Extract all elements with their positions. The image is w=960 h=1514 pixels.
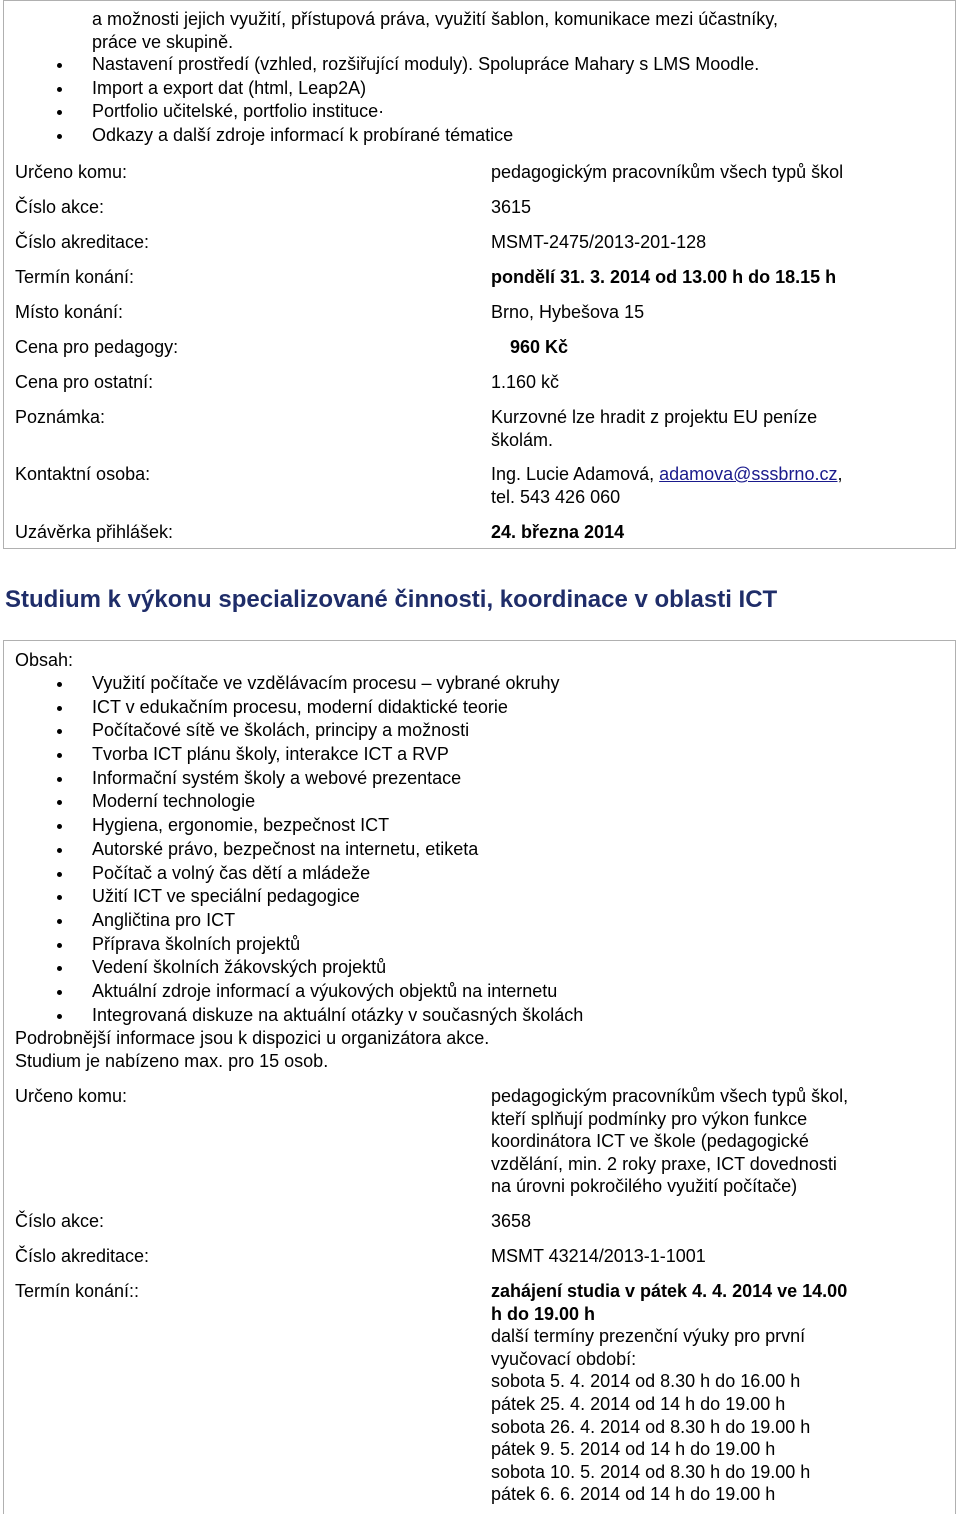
list-item: ICT v edukačním procesu, moderní didaktické teorie: [55, 696, 583, 720]
bullet-icon: [57, 824, 62, 829]
kontakt-comma: ,: [837, 464, 843, 484]
list-item: Využití počítače ve vzdělávacím procesu – vybrané okruhy: [55, 672, 583, 696]
urceno-line: kteří splňují podmínky pro výkon funkce: [491, 1108, 808, 1129]
obsah-label: Obsah:: [15, 650, 74, 670]
cislo-akce-value-2: 3658: [491, 1211, 532, 1231]
intro-text-line-1: a možnosti jejich využití, přístupová práva, využití šablon, komunikace mezi účastníky,: [92, 9, 778, 29]
termin-start-line-1: zahájení studia v pátek 4. 4. 2014 ve 14.00: [491, 1281, 848, 1301]
misto-label: Místo konání:: [15, 302, 124, 322]
termin-line: pátek 6. 6. 2014 od 14 h do 19.00 h: [491, 1484, 776, 1505]
section-heading: Studium k výkonu specializované činnosti, koordinace v oblasti ICT: [5, 586, 778, 613]
cislo-akce-value: 3615: [491, 197, 532, 217]
bullet-icon: [57, 87, 62, 92]
bullet-icon: [57, 1014, 62, 1019]
urceno-line: vzdělání, min. 2 roky praxe, ICT dovednosti: [491, 1153, 837, 1174]
list-item: Užití ICT ve speciální pedagogice: [55, 885, 583, 909]
list-item: Integrovaná diskuze na aktuální otázky v současných školách: [55, 1004, 583, 1028]
bullet-icon: [57, 943, 62, 948]
cislo-akce-label-2: Číslo akce:: [15, 1211, 105, 1231]
akreditace-value-2: MSMT 43214/2013-1-1001: [491, 1246, 706, 1266]
poznamka-value-line-1: Kurzovné lze hradit z projektu EU peníze: [491, 407, 818, 427]
kontakt-tel: tel. 543 426 060: [491, 487, 621, 507]
course1-bullet-list: [55, 53, 759, 148]
poznamka-value-line-2: školám.: [491, 430, 554, 450]
termin-label: Termín konání:: [15, 267, 135, 287]
list-item: Odkazy a další zdroje informací k probírané tématice: [55, 124, 759, 148]
cena-ostatni-value: 1.160 kč: [491, 372, 560, 392]
uzaverka-value: 24. března 2014: [491, 522, 625, 542]
list-item: Autorské právo, bezpečnost na internetu, etiketa: [55, 838, 583, 862]
bullet-icon: [57, 63, 62, 68]
kontakt-email-link[interactable]: adamova@sssbrno.cz: [659, 464, 838, 484]
urceno-line: pedagogickým pracovníkům všech typů škol,: [491, 1086, 849, 1106]
termin-line: pátek 9. 5. 2014 od 14 h do 19.00 h: [491, 1439, 776, 1460]
termin-line: vyučovací období:: [491, 1348, 637, 1369]
kontakt-name: Ing. Lucie Adamová,: [491, 464, 660, 484]
termin-line: sobota 5. 4. 2014 od 8.30 h do 16.00 h: [491, 1371, 801, 1392]
termin-line: pátek 25. 4. 2014 od 14 h do 19.00 h: [491, 1393, 786, 1414]
akreditace-label-2: Číslo akreditace:: [15, 1246, 150, 1266]
bullet-icon: [57, 110, 62, 115]
bullet-icon: [57, 682, 62, 687]
kontakt-value: [491, 463, 842, 486]
akreditace-value: MSMT-2475/2013-201-128: [491, 232, 707, 252]
list-item: Tvorba ICT plánu školy, interakce ICT a RVP: [55, 743, 583, 767]
list-item: Počítač a volný čas dětí a mládeže: [55, 862, 583, 886]
termin-line: sobota 10. 5. 2014 od 8.30 h do 19.00 h: [491, 1461, 811, 1482]
list-item: Import a export dat (html, Leap2A): [55, 77, 759, 101]
bullet-icon: [57, 134, 62, 139]
bullet-icon: [57, 777, 62, 782]
info-line-2: Studium je nabízeno max. pro 15 osob.: [15, 1051, 329, 1071]
list-item: Angličtina pro ICT: [55, 909, 583, 933]
bullet-icon: [57, 753, 62, 758]
list-item: Informační systém školy a webové prezentace: [55, 767, 583, 791]
list-item: Portfolio učitelské, portfolio instituce·: [55, 100, 759, 124]
bullet-icon: [57, 729, 62, 734]
kontakt-label: Kontaktní osoba:: [15, 464, 151, 484]
course2-bullet-list: [55, 672, 583, 1027]
list-item: Moderní technologie: [55, 790, 583, 814]
bullet-icon: [57, 919, 62, 924]
info-line-1: Podrobnější informace jsou k dispozici u organizátora akce.: [15, 1028, 490, 1048]
termin-line: sobota 26. 4. 2014 od 8.30 h do 19.00 h: [491, 1416, 811, 1437]
list-item: Aktuální zdroje informací a výukových objektů na internetu: [55, 980, 583, 1004]
cena-ostatni-label: Cena pro ostatní:: [15, 372, 154, 392]
list-item: Vedení školních žákovských projektů: [55, 956, 583, 980]
uzaverka-label: Uzávěrka přihlášek:: [15, 522, 174, 542]
list-item: Příprava školních projektů: [55, 933, 583, 957]
termin-start-line-2: h do 19.00 h: [491, 1303, 596, 1324]
urceno-value: pedagogickým pracovníkům všech typů škol: [491, 162, 844, 182]
cena-pedagogy-value: 960 Kč: [510, 337, 569, 357]
poznamka-label: Poznámka:: [15, 407, 106, 427]
cena-pedagogy-label: Cena pro pedagogy:: [15, 337, 179, 357]
cislo-akce-label: Číslo akce:: [15, 197, 105, 217]
bullet-icon: [57, 966, 62, 971]
bullet-icon: [57, 872, 62, 877]
urceno-value-2: [491, 1085, 848, 1198]
misto-value: Brno, Hybešova 15: [491, 302, 645, 322]
urceno-label: Určeno komu:: [15, 162, 128, 182]
list-item: Nastavení prostředí (vzhled, rozšiřující moduly). Spolupráce Mahary s LMS Moodle.: [55, 53, 759, 77]
urceno-line: koordinátora ICT ve škole (pedagogické: [491, 1131, 809, 1152]
bullet-icon: [57, 990, 62, 995]
list-item: Hygiena, ergonomie, bezpečnost ICT: [55, 814, 583, 838]
bullet-icon: [57, 800, 62, 805]
bullet-icon: [57, 895, 62, 900]
bullet-icon: [57, 706, 62, 711]
termin-line: další termíny prezenční výuky pro první: [491, 1326, 806, 1347]
urceno-label-2: Určeno komu:: [15, 1086, 128, 1106]
bullet-icon: [57, 848, 62, 853]
termin-value: pondělí 31. 3. 2014 od 13.00 h do 18.15 h: [491, 267, 837, 287]
termin-label-2: Termín konání::: [15, 1281, 140, 1301]
intro-text-line-2: práce ve skupině.: [92, 32, 234, 52]
urceno-line: na úrovni pokročilého využití počítače): [491, 1176, 798, 1197]
list-item: Počítačové sítě ve školách, principy a možnosti: [55, 719, 583, 743]
akreditace-label: Číslo akreditace:: [15, 232, 150, 252]
termin-value-2: [491, 1280, 847, 1506]
